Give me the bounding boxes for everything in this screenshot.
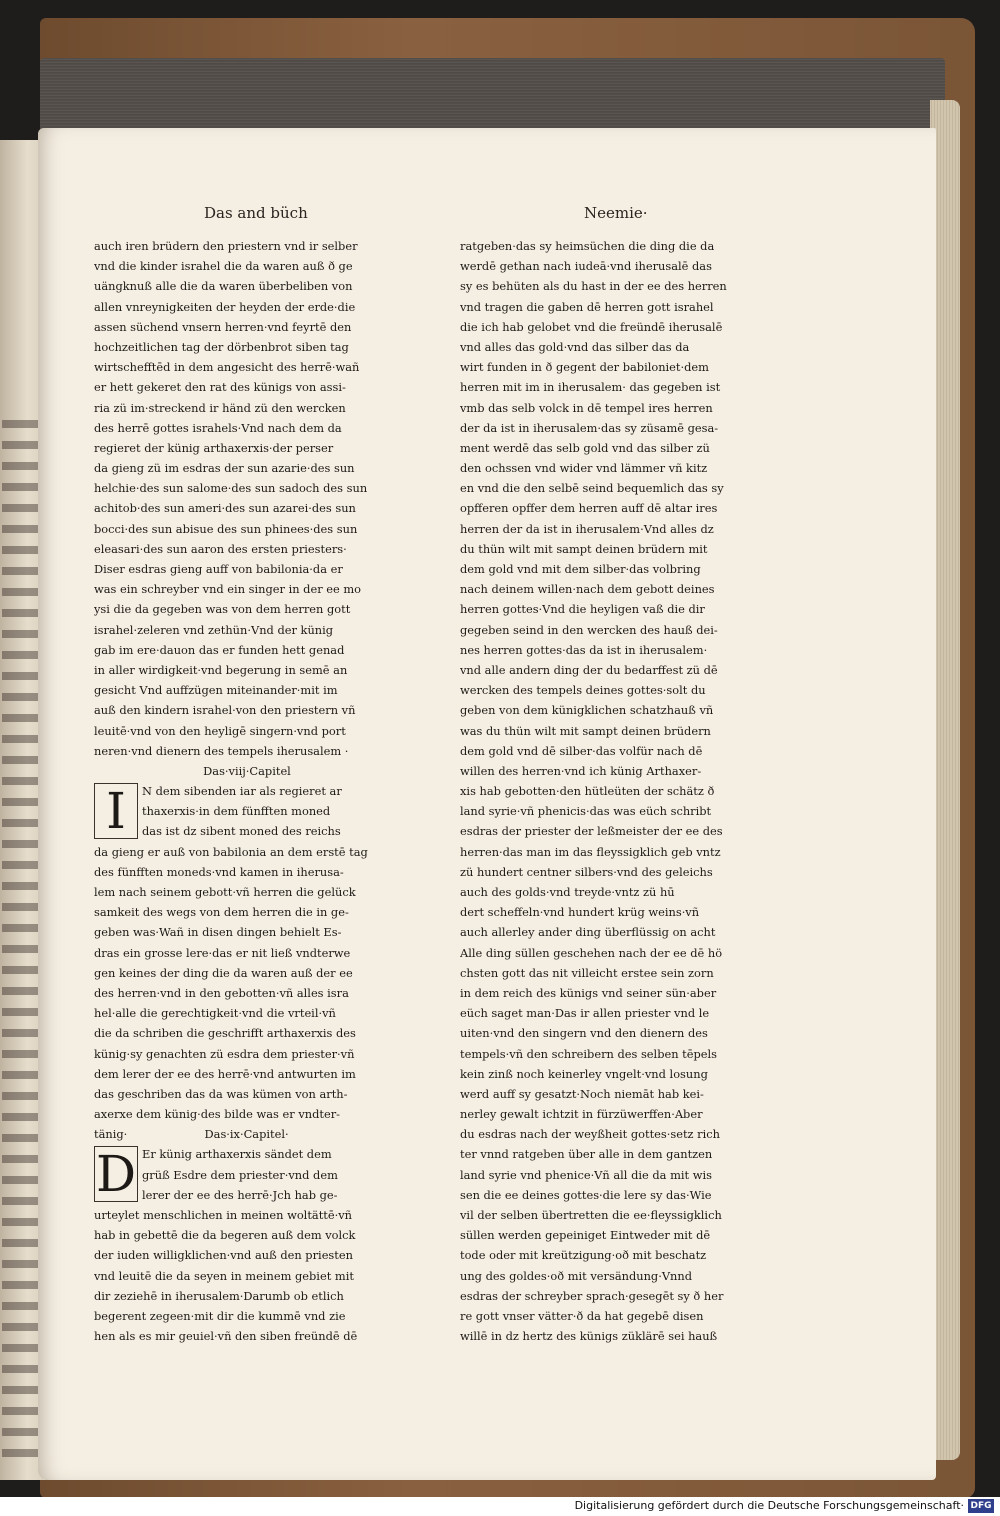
text-line: uiten·vnd den singern vnd den dienern des: [460, 1026, 708, 1041]
running-head-left: Das and büch: [204, 204, 308, 222]
chapter-9-opening: [94, 1144, 400, 1205]
text-line: opfferen opffer dem herren auff dē altar ires: [460, 501, 718, 516]
text-line: nes herren gottes·das da ist in iherusalem·: [460, 642, 708, 657]
text-line: dert scheffeln·vnd hundert krüg weins·vñ: [460, 905, 700, 920]
text-line: herren der da ist in iherusalem·Vnd alles dz: [460, 521, 714, 536]
text-line: xis hab gebotten·den hütleüten der schätz ð: [460, 784, 715, 799]
text-line: was du thün wilt mit sampt deinen brüdern: [460, 723, 711, 738]
text-line: chsten gott das nit villeicht erstee sein zorn: [460, 965, 714, 980]
text-line: eüch saget man·Das ir allen priester vnd le: [460, 1006, 710, 1021]
text-line: ment werdē das selb gold vnd das silber zü: [460, 440, 710, 455]
text-line: in dem reich des künigs vnd seiner sün·aber: [460, 985, 717, 1000]
text-line: willē in dz hertz des künigs züklärē sei hauß: [460, 1329, 718, 1344]
left-column-top-text: [94, 236, 400, 761]
text-line: wirtschefftēd in dem angesicht des herrē·wañ: [94, 360, 360, 375]
left-column-middle-text: [94, 842, 400, 1125]
text-line: das geschriben das da was kümen von arth-: [94, 1086, 348, 1101]
text-line: vnd tragen die gaben dē herren gott israhel: [460, 299, 714, 314]
text-line: dras ein grosse lere·das er nit ließ vndterwe: [94, 945, 351, 960]
book-page: [38, 128, 936, 1480]
page-block-top-edge: [40, 58, 945, 134]
text-line: kein zinß noch keinerley vngelt·vnd losung: [460, 1066, 708, 1081]
text-line: auch allerley ander ding überflüssig on acht: [460, 925, 716, 940]
text-line: Er künig arthaxerxis sändet dem: [142, 1147, 332, 1162]
text-line: gesicht Vnd auffzügen miteinander·mit im: [94, 683, 338, 698]
text-line: vnd alles das gold·vnd das silber das da: [460, 339, 690, 354]
text-line: ratgeben·das sy heimsüchen die ding die da: [460, 239, 715, 253]
text-line: auch iren brüdern den priestern vnd ir selber: [94, 239, 358, 253]
text-line: leuitē·vnd von den heyligē singern·vnd port: [94, 723, 346, 738]
text-line: neren·vnd dienern des tempels iherusalem ·: [94, 743, 349, 758]
decorated-initial-d: D: [95, 1145, 137, 1204]
text-line: des herren·vnd in den gebotten·vñ alles isra: [94, 985, 349, 1000]
text-line: werdē gethan nach iudeā·vnd iherusalē das: [460, 259, 712, 274]
text-line: auß den kindern israhel·von den priestern vñ: [94, 703, 356, 718]
text-line: bocci·des sun abisue des sun phinees·des sun: [94, 521, 358, 536]
text-line: zü hundert centner silbers·vnd des geleichs: [460, 864, 713, 879]
text-line: sen die ee deines gottes·die lere sy das·Wie: [460, 1187, 712, 1202]
text-line: urteylet menschlichen in meinen woltättē·vñ: [94, 1208, 352, 1222]
text-line: regieret der künig arthaxerxis·der perser: [94, 440, 334, 455]
text-line: des fünfften moneds·vnd kamen in iherusa-: [94, 864, 344, 879]
text-line: der iuden willigklichen·vnd auß den priesten: [94, 1248, 353, 1263]
text-line: thaxerxis·in dem fünfften moned: [142, 804, 331, 819]
text-line: herren gottes·Vnd die heyligen vaß die dir: [460, 602, 705, 617]
text-line: der da ist in iherusalem·das sy züsamē gesa-: [460, 420, 719, 435]
digitization-footer: [0, 1497, 1000, 1516]
text-line: ysi die da gegeben was von dem herren gott: [94, 602, 351, 617]
text-line: künig·sy genachten zü esdra dem priester·vñ: [94, 1046, 355, 1061]
text-line: allen vnreynigkeiten der heyden der erde·die: [94, 299, 356, 314]
text-line: Diser esdras gieng auff von babilonia·da er: [94, 562, 343, 576]
text-line: re gott vnser vätter·ð da hat gegebē disen: [460, 1308, 704, 1323]
text-line: en vnd die den selbē seind bequemlich das sy: [460, 481, 724, 496]
text-line: die da schriben die geschrifft arthaxerxis des: [94, 1026, 356, 1041]
text-line: tempels·vñ den schreibern des selben tēpels: [460, 1046, 718, 1061]
text-line: geben was·Wañ in disen dingen behielt Es-: [94, 925, 342, 940]
dfg-logo: DFG: [968, 1499, 994, 1513]
text-line: herren·das man im das fleyssigklich geb vntz: [460, 844, 721, 859]
text-line: axerxe dem künig·des bilde was er vndter-: [94, 1107, 340, 1122]
text-line: dem gold vnd mit dem silber·das volbring: [460, 562, 701, 576]
text-line: süllen werden gepeiniget Eintweder mit dē: [460, 1228, 711, 1243]
text-line: hab in gebettē die da begeren auß dem volck: [94, 1228, 356, 1243]
text-line: wirt funden in ð gegent der babiloniet·dem: [460, 360, 709, 375]
text-line: lerer der ee des herrē·Jch hab ge-: [142, 1187, 338, 1202]
text-line: vmb das selb volck in dē tempel ires herren: [460, 400, 713, 415]
text-line: dem gold vnd dē silber·das volfür nach dē: [460, 743, 703, 758]
text-line: hochzeitlichen tag der dörbenbrot siben tag: [94, 339, 349, 354]
text-line: helchie·des sun salome·des sun sadoch des sun: [94, 481, 368, 496]
text-line: vnd die kinder israhel die da waren auß ð ge: [94, 259, 353, 274]
text-line: vnd leuitē die da seyen in meinem gebiet mit: [94, 1268, 354, 1283]
text-line: land syrie vnd phenice·Vñ all die da mit wis: [460, 1167, 712, 1182]
text-line: hen als es mir geuiel·vñ den siben freündē dē: [94, 1329, 358, 1344]
text-line: geben von dem künigklichen schatzhauß vñ: [460, 703, 714, 718]
text-line: vnd alle andern ding der du bedarffest zü dē: [460, 662, 718, 677]
text-line: Alle ding süllen geschehen nach der ee dē hö: [460, 945, 723, 960]
text-line: da gieng zü im esdras der sun azarie·des sun: [94, 461, 355, 476]
text-line: achitob·des sun ameri·des sun azarei·des sun: [94, 501, 356, 516]
text-line: er hett gekeret den rat des künigs von assi-: [94, 380, 346, 395]
text-column-right: [460, 236, 766, 1346]
text-line: vil der selben übertretten die ee·fleyssigklich: [460, 1208, 722, 1222]
text-line: hel·alle die gerechtigkeit·vnd die vrteil·vñ: [94, 1006, 336, 1021]
text-line: land syrie·vñ phenicis·das was eüch schribt: [460, 804, 712, 819]
text-column-left: [94, 236, 400, 1346]
text-line: werd auff sy gesatzt·Noch niemāt hab kei-: [460, 1086, 704, 1101]
text-line: nerley gewalt ichtzit in fürzüwerffen·Aber: [460, 1107, 703, 1122]
chapter-9-heading-line: [94, 1124, 400, 1144]
text-line: eleasari·des sun aaron des ersten priesters·: [94, 541, 347, 556]
text-line: in aller wirdigkeit·vnd begerung in semē an: [94, 662, 348, 677]
text-line: tode oder mit kreützigung·oð mit beschatz: [460, 1248, 707, 1263]
text-line: das ist dz sibent moned des reichs: [142, 824, 341, 839]
text-line: lem nach seinem gebott·vñ herren die gelück: [94, 885, 356, 899]
chapter-8-initial-lines: [94, 781, 400, 842]
text-line: gen keines der ding die da waren auß der ee: [94, 965, 353, 980]
text-line: du thün wilt mit sampt deinen brüdern mit: [460, 541, 708, 556]
text-line: herren mit im in iherusalem· das gegeben ist: [460, 380, 721, 395]
decorated-initial-i: I: [94, 783, 138, 839]
text-line: dir zeziehē in iherusalem·Darumb ob etlich: [94, 1288, 344, 1303]
text-line: willen des herren·vnd ich künig Arthaxer-: [460, 763, 702, 778]
line-ending-word: tänig·: [94, 1127, 128, 1142]
chapter-9-initial-lines: [94, 1144, 400, 1205]
text-line: gegeben seind in den wercken des hauß dei-: [460, 622, 718, 637]
text-line: esdras der schreyber sprach·gesegēt sy ð her: [460, 1288, 724, 1303]
text-line: des herrē gottes israhels·Vnd nach dem da: [94, 420, 342, 435]
footer-credit-text: Digitalisierung gefördert durch die Deutsche Forschungsgemeinschaft·: [574, 1499, 964, 1512]
text-line: assen süchend vnsern herren·vnd feyrtē den: [94, 319, 352, 334]
chapter-heading-9: Das·ix·Capitel·: [204, 1127, 289, 1142]
text-line: ung des goldes·oð mit versändung·Vnnd: [460, 1268, 693, 1283]
chapter-8-opening: [94, 781, 400, 842]
text-line: was ein schreyber vnd ein singer in der ee mo: [94, 582, 362, 597]
chapter-heading-8: Das·viij·Capitel: [203, 763, 291, 778]
text-line: esdras der priester der leßmeister der ee des: [460, 824, 723, 839]
text-line: nach deinem willen·nach dem gebott deines: [460, 582, 715, 597]
text-line: N dem sibenden iar als regieret ar: [142, 784, 342, 799]
right-column-text: [460, 236, 766, 1346]
text-line: sy es behüten als du hast in der ee des herren: [460, 279, 727, 294]
text-line: wercken des tempels deines gottes·solt du: [460, 683, 706, 698]
left-column-bottom-text: [94, 1205, 400, 1346]
text-line: dem lerer der ee des herrē·vnd antwurten im: [94, 1066, 356, 1081]
text-line: samkeit des wegs von dem herren die in ge-: [94, 905, 349, 920]
running-head-right: Neemie·: [584, 204, 648, 222]
text-line: den ochssen vnd wider vnd lämmer vñ kitz: [460, 461, 708, 476]
text-line: ria zü im·streckend ir händ zü den wercken: [94, 400, 346, 415]
text-line: israhel·zeleren vnd zethün·Vnd der künig: [94, 622, 334, 637]
text-line: die ich hab gelobet vnd die freündē iherusalē: [460, 319, 723, 334]
text-line: begerent zegeen·mit dir die kummē vnd zie: [94, 1308, 346, 1323]
text-line: auch des golds·vnd treyde·vntz zü hū: [460, 885, 675, 899]
text-line: du esdras nach der weyßheit gottes·setz rich: [460, 1127, 720, 1142]
text-line: grüß Esdre dem priester·vnd dem: [142, 1167, 338, 1182]
text-line: ter vnnd ratgeben über alle in dem gantzen: [460, 1147, 713, 1162]
facing-page-text-fragment: [2, 420, 40, 1470]
text-line: gab im ere·dauon das er funden hett genad: [94, 642, 345, 657]
text-line: uängknuß alle die da waren überbeliben von: [94, 279, 353, 294]
text-line: da gieng er auß von babilonia an dem erstē tag: [94, 844, 368, 859]
